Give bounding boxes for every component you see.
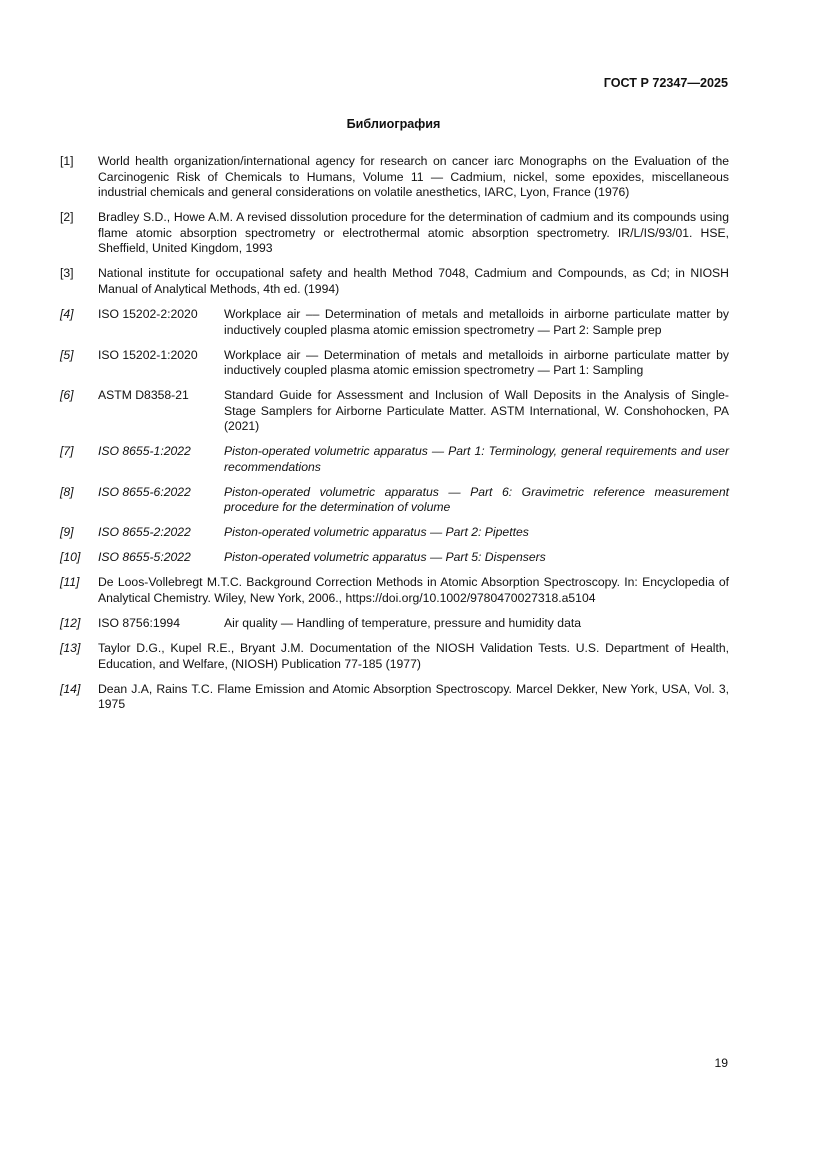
reference-number: [4] [60,306,74,321]
reference-item [60,682,729,713]
reference-item [60,266,729,297]
reference-number: [1] [60,154,74,168]
reference-title: Workplace air –– Determination of metals and metalloids in airborne particulate matter by inductively coupled plasma atomic emission spectrometry — Part 2: Sample prep [224,306,729,337]
reference-item [60,307,729,338]
reference-number: [7] [60,444,74,459]
reference-item [60,444,729,475]
reference-standard-code: ASTM D8358-21 [98,388,189,403]
bibliography-list [60,154,729,722]
reference-standard-code: ISO 8655-5:2022 [98,550,191,565]
reference-standard-code: ISO 15202-2:2020 [98,306,198,321]
reference-standard-code: ISO 8756:1994 [98,615,180,630]
reference-text: Taylor D.G., Kupel R.E., Bryant J.M. Documentation of the NIOSH Validation Tests. U.S. Department of Health, Education, and Welfare, (NIOSH) Publication 77-185 (1977) [98,640,729,671]
reference-item [60,641,729,672]
reference-text: Dean J.A, Rains T.C. Flame Emission and Atomic Absorption Spectroscopy. Marcel Dekker, New York, USA, Vol. 3, 1975 [98,681,729,712]
reference-text: World health organization/international agency for research on cancer iarc Monographs on the Evaluation of the Carcinogenic Risk of Chemicals to Humans, Volume 11 — Cadmium, nickel, some epoxides, miscellaneous industrial chemicals and general considerations on volatile anesthetics, IARC, Lyon, France (1976) [98,154,729,200]
reference-number: [14] [60,681,81,696]
reference-title: Air quality — Handling of temperature, pressure and humidity data [224,615,582,630]
reference-standard-code: ISO 8655-6:2022 [98,484,191,499]
reference-number: [13] [60,640,81,655]
reference-item [60,348,729,379]
reference-standard-code: ISO 15202-1:2020 [98,347,198,362]
reference-title: Workplace air — Determination of metals and metalloids in airborne particulate matter by inductively coupled plasma atomic emission spectrometry — Part 1: Sampling [224,347,729,378]
reference-number: [9] [60,525,74,540]
reference-standard-code: ISO 8655-2:2022 [98,525,191,540]
section-title: Библиография [346,117,441,131]
reference-item [60,525,729,541]
reference-item [60,485,729,516]
reference-title: Piston-operated volumetric apparatus — Part 6: Gravimetric reference measurement procedure for the determination of volume [224,484,729,515]
reference-number: [11] [60,575,80,590]
reference-number: [5] [60,347,74,362]
page-number: 19 [714,1056,728,1070]
reference-number: [12] [60,615,81,630]
reference-item [60,616,729,632]
reference-title: Piston-operated volumetric apparatus — Part 5: Dispensers [224,550,546,565]
reference-text: Bradley S.D., Howe A.M. A revised dissolution procedure for the determination of cadmium and its compounds using flame atomic absorption spectrometry or electrothermal atomic absorption spectrometry. IR/L/IS/93/01. HSE, Sheffield, United Kingdom, 1993 [98,210,729,256]
reference-number: [8] [60,484,74,499]
reference-number: [6] [60,388,74,403]
reference-text: National institute for occupational safety and health Method 7048, Cadmium and Compounds, as Cd; in NIOSH Manual of Analytical Methods, 4th ed. (1994) [98,266,729,296]
reference-item [60,575,729,606]
reference-standard-code: ISO 8655-1:2022 [98,444,191,459]
reference-item [60,550,729,566]
reference-item [60,154,729,201]
reference-title: Piston-operated volumetric apparatus — Part 2: Pipettes [224,525,529,540]
reference-number: [10] [60,550,81,565]
reference-text: De Loos-Vollebregt M.T.C. Background Correction Methods in Atomic Absorption Spectroscopy. In: Encyclopedia of Analytical Chemistry. Wiley, New York, 2006., https://doi.org/10.1002/9780470027318.a5104 [98,575,729,605]
reference-number: [2] [60,210,74,225]
document-code: ГОСТ Р 72347—2025 [603,76,728,90]
reference-title: Standard Guide for Assessment and Inclusion of Wall Deposits in the Analysis of Single-Stage Samplers for Airborne Particulate Matter. ASTM International, W. Conshohocken, PA (2021) [224,388,729,434]
reference-item [60,210,729,257]
reference-item [60,388,729,435]
reference-title: Piston-operated volumetric apparatus — Part 1: Terminology, general requirements and user recommendations [224,444,729,474]
reference-number: [3] [60,266,74,281]
